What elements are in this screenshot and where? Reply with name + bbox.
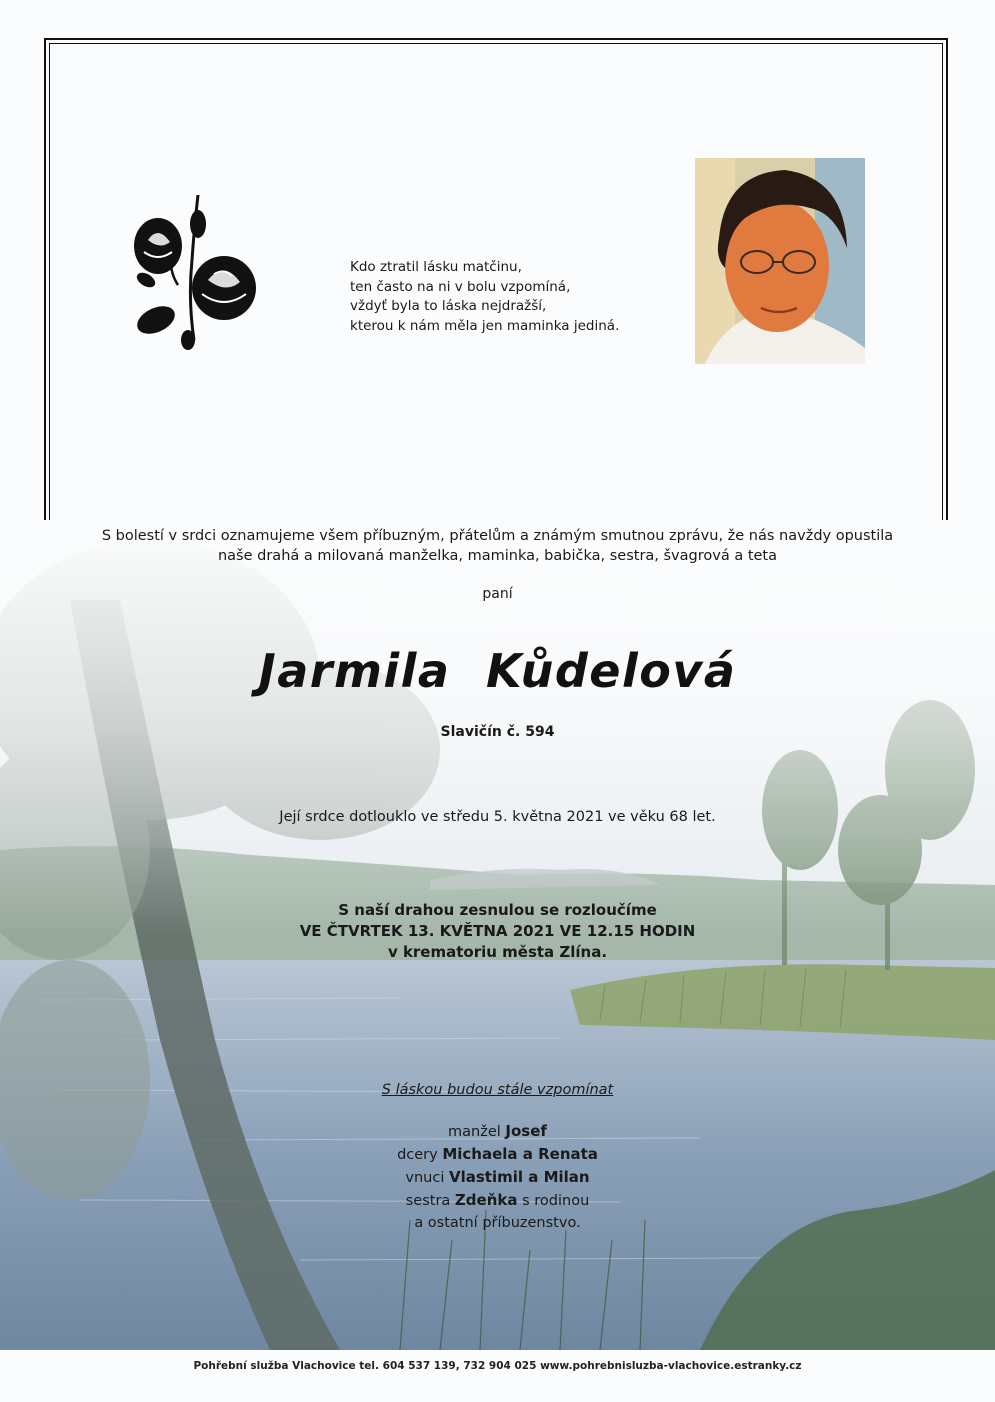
rose-icon <box>128 190 260 350</box>
poem-line: Kdo ztratil lásku matčinu, <box>350 259 522 275</box>
portrait-photo <box>695 158 865 364</box>
deceased-address: Slavičín č. 594 <box>440 724 555 740</box>
footer-contact: Pohřební služba Vlachovice tel. 604 537 139, 732 904 025 www.pohrebnisluzba-vlachovice.estranky.cz <box>193 1360 802 1372</box>
mourner-suffix: s rodinou <box>522 1193 590 1209</box>
farewell-line: S naší drahou zesnulou se rozloučíme <box>338 901 657 919</box>
mourner-row <box>0 1189 995 1212</box>
mourner-names: Vlastimil a Milan <box>448 1168 590 1186</box>
poem-line: kterou k nám měla jen maminka jediná. <box>350 317 620 334</box>
mourners-list <box>0 1120 995 1234</box>
mourner-relation: a ostatní příbuzenstvo. <box>414 1215 581 1231</box>
poem <box>350 258 619 336</box>
mourner-relation: manžel <box>448 1124 501 1140</box>
mourner-row <box>0 1212 995 1234</box>
mourner-row <box>0 1166 995 1189</box>
mourner-relation: dcery <box>397 1147 438 1163</box>
mourner-relation: vnuci <box>405 1170 445 1186</box>
farewell-block <box>0 900 995 963</box>
mourner-names: Michaela a Renata <box>442 1145 598 1163</box>
announcement-line: naše drahá a milovaná manželka, maminka, babička, sestra, švagrová a teta <box>217 548 777 564</box>
mourner-row <box>0 1120 995 1143</box>
mourner-row <box>0 1143 995 1166</box>
mourner-names: Zdeňka <box>454 1191 518 1209</box>
honorific: paní <box>482 586 513 602</box>
poem-line: vždyť byla to láska nejdražší, <box>350 298 547 314</box>
mourner-names: Josef <box>505 1122 547 1140</box>
mourner-relation: sestra <box>405 1193 451 1209</box>
announcement <box>0 526 995 566</box>
deceased-name: Jarmila Kůdelová <box>258 644 737 698</box>
farewell-place: v krematoriu města Zlína. <box>387 943 608 961</box>
farewell-date: VE ČTVRTEK 13. KVĚTNA 2021 VE 12.15 HODIN <box>299 922 696 940</box>
mourners-title: S láskou budou stále vzpomínat <box>381 1082 614 1098</box>
announcement-line: S bolestí v srdci oznamujeme všem příbuzným, přátelům a známým smutnou zprávu, že nás navždy opustila <box>101 528 894 544</box>
poem-line: ten často na ni v bolu vzpomíná, <box>350 278 571 295</box>
death-text: Její srdce dotlouklo ve středu 5. května 2021 ve věku 68 let. <box>279 809 716 825</box>
